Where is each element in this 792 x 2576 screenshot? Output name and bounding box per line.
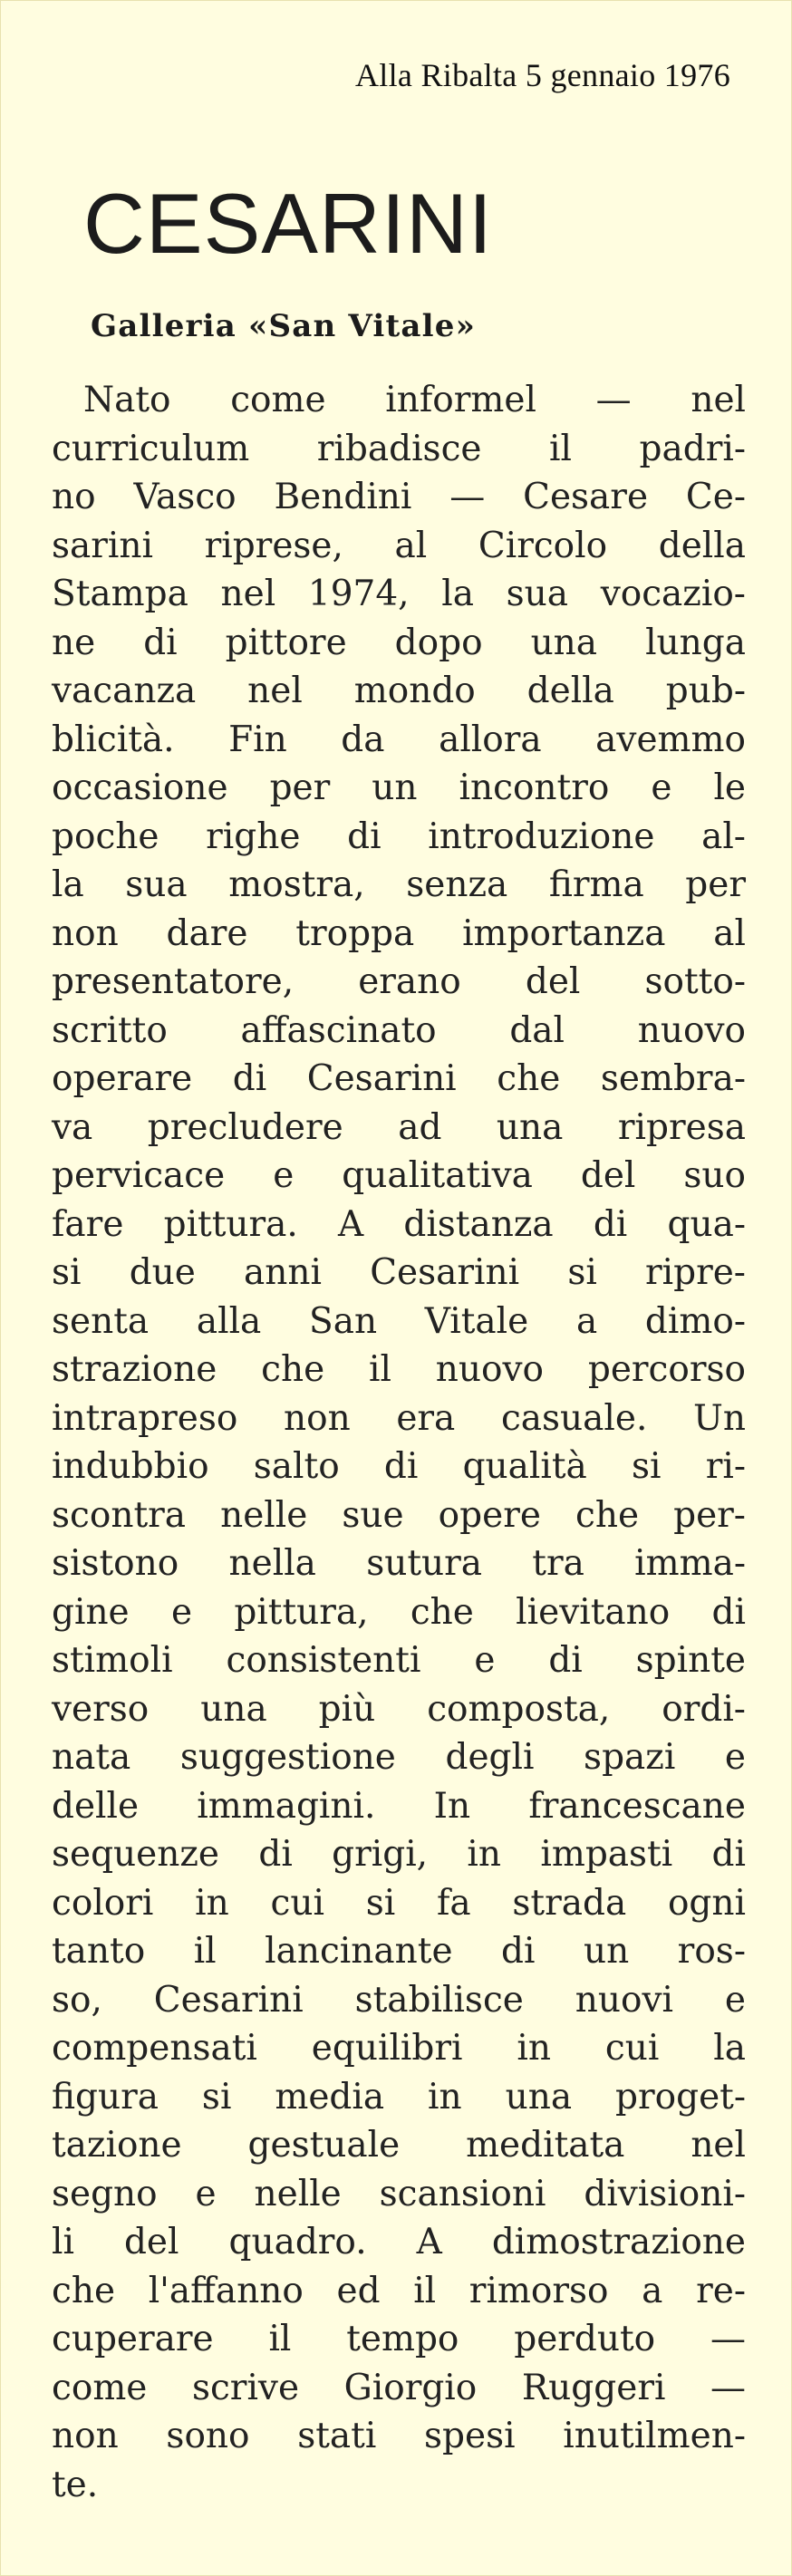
article-line: Nato come informel — nel — [83, 380, 746, 420]
article-subhead: Galleria «San Vitale» — [91, 308, 477, 344]
article-body — [52, 376, 746, 2509]
article-line: gine e pittura, che lievitano di — [52, 1591, 746, 1633]
article-line: fare pittura. A distanza di qua- — [52, 1203, 746, 1245]
article-line: stimoli consistenti e di spinte — [52, 1640, 746, 1681]
article-line: operare di Cesarini che sembra- — [52, 1058, 746, 1099]
article-line: non sono stati spesi inutilmen- — [52, 2416, 746, 2456]
article-line: la sua mostra, senza firma per — [52, 864, 746, 905]
article-line: scontra nelle sue opere che per- — [52, 1494, 746, 1536]
article-line: pervicace e qualitativa del suo — [52, 1155, 746, 1196]
article-line: non dare troppa importanza al — [52, 912, 746, 954]
article-line: va precludere ad una ripresa — [52, 1106, 746, 1148]
article-line: verso una più composta, ordi- — [52, 1688, 746, 1730]
article-line: li del quadro. A dimostrazione — [52, 2222, 746, 2262]
article-line: tazione gestuale meditata nel — [52, 2125, 746, 2166]
article-line: presentatore, erano del sotto- — [52, 961, 746, 1002]
article-line: te. — [52, 2464, 99, 2505]
article-line: nata suggestione degli spazi e — [52, 1737, 746, 1778]
article-line: scritto affascinato dal nuovo — [52, 1009, 746, 1051]
article-headline: CESARINI — [83, 176, 493, 271]
article-line: occasione per un incontro e le — [52, 767, 746, 808]
source-date-line: Alla Ribalta 5 gennaio 1976 — [354, 57, 730, 93]
article-line: ne di pittore dopo una lunga — [52, 622, 746, 663]
article-line: no Vasco Bendini — Cesare Ce- — [52, 477, 746, 517]
article-line: strazione che il nuovo percorso — [52, 1349, 746, 1390]
article-line: so, Cesarini stabilisce nuovi e — [52, 1979, 746, 2021]
article-line: intrapreso non era casuale. Un — [52, 1397, 746, 1439]
article-line: blicità. Fin da allora avemmo — [52, 719, 746, 760]
article-line: sarini riprese, al Circolo della — [52, 525, 746, 566]
article-line: compensati equilibri in cui la — [52, 2028, 746, 2069]
article-line: colori in cui si fa strada ogni — [52, 1882, 746, 1924]
article-line: delle immagini. In francescane — [52, 1785, 746, 1827]
article-line: vacanza nel mondo della pub- — [52, 671, 746, 711]
article-line: sistono nella sutura tra imma- — [52, 1543, 746, 1584]
article-line: si due anni Cesarini si ripre- — [52, 1252, 746, 1293]
article-line: cuperare il tempo perduto — — [52, 2319, 746, 2359]
article-line: tanto il lancinante di un ros- — [52, 1931, 746, 1972]
article-line: indubbio salto di qualità si ri- — [52, 1446, 746, 1487]
article-line: Stampa nel 1974, la sua vocazio- — [52, 574, 746, 614]
article-line: senta alla San Vitale a dimo- — [52, 1300, 746, 1342]
article-line: che l'affanno ed il rimorso a re- — [52, 2270, 746, 2311]
article-line: come scrive Giorgio Ruggeri — — [52, 2367, 746, 2408]
article-line: segno e nelle scansioni divisioni- — [52, 2173, 746, 2214]
article-line: curriculum ribadisce il padri- — [52, 428, 746, 469]
article-line: figura si media in una proget- — [52, 2076, 746, 2118]
article-line: sequenze di grigi, in impasti di — [52, 1834, 746, 1875]
article-line: poche righe di introduzione al- — [52, 815, 746, 857]
